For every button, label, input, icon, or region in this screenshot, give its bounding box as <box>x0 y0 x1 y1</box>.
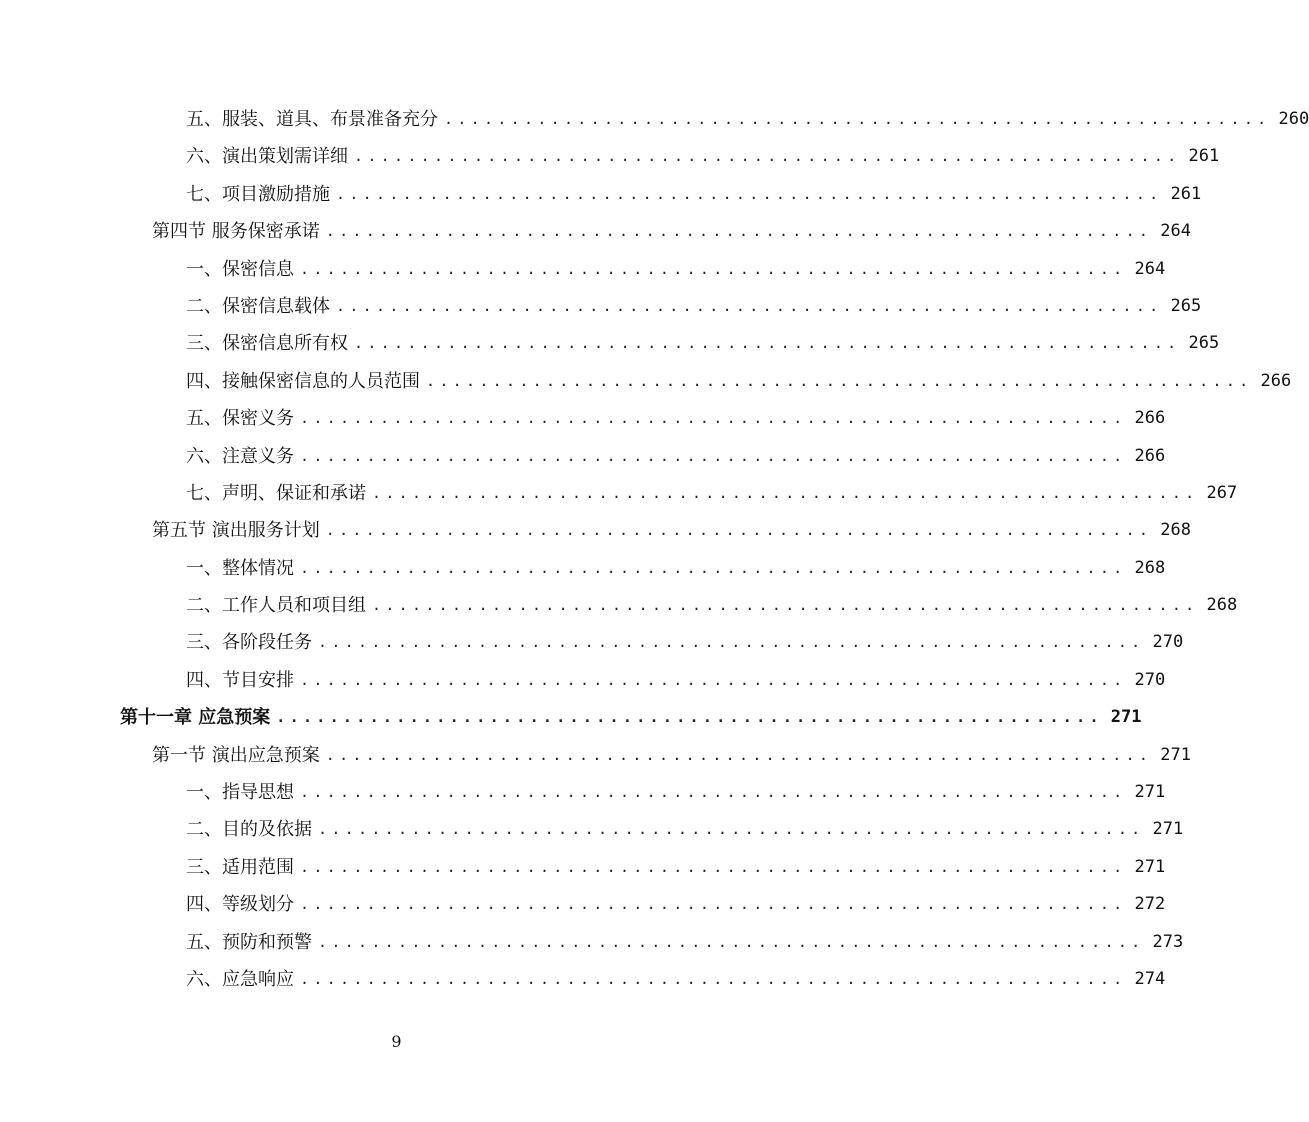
toc-entry-title: 二、工作人员和项目组 <box>186 587 372 624</box>
toc-entry-page: 266 <box>1134 408 1166 429</box>
toc-entry-title: 六、应急响应 <box>186 961 300 998</box>
toc-entry-title: 四、接触保密信息的人员范围 <box>186 363 426 400</box>
toc-leader-dots: .............................................................. <box>426 371 1253 390</box>
toc-entry-title: 一、指导思想 <box>186 774 300 811</box>
toc-entry-title: 三、保密信息所有权 <box>186 325 354 362</box>
toc-entry-page: 266 <box>1134 445 1166 466</box>
toc-entry-title: 第十一章 应急预案 <box>120 699 276 736</box>
toc-leader-dots: .............................................................. <box>300 895 1127 914</box>
page-number: 9 <box>391 1032 402 1051</box>
toc-leader-dots: .............................................................. <box>300 259 1127 278</box>
toc-entry-page: 260 <box>1278 109 1309 129</box>
toc-section-entry[interactable] <box>0 737 1191 774</box>
table-of-contents <box>0 101 1309 998</box>
toc-entry[interactable] <box>0 662 1166 699</box>
toc-entry-page: 261 <box>1188 146 1220 167</box>
toc-leader-dots: .............................................................. <box>325 222 1153 241</box>
toc-entry-page: 271 <box>1134 782 1166 803</box>
toc-leader-dots: .............................................................. <box>318 932 1145 951</box>
toc-entry-page: 268 <box>1160 520 1191 541</box>
toc-entry[interactable] <box>0 550 1166 587</box>
toc-entry[interactable] <box>0 475 1238 512</box>
toc-entry-title: 二、目的及依据 <box>186 811 318 848</box>
toc-entry[interactable] <box>0 138 1220 175</box>
toc-leader-dots: .............................................................. <box>354 334 1181 353</box>
toc-entry-title: 三、各阶段任务 <box>186 624 318 661</box>
toc-entry-page: 271 <box>1160 744 1191 765</box>
toc-entry[interactable] <box>0 176 1202 213</box>
toc-entry[interactable] <box>0 400 1166 437</box>
toc-entry-title: 一、保密信息 <box>186 251 300 288</box>
toc-entry-title: 六、注意义务 <box>186 438 300 475</box>
toc-entry-title: 五、保密义务 <box>186 400 300 437</box>
toc-leader-dots: .............................................................. <box>444 110 1271 128</box>
toc-entry-title: 六、演出策划需详细 <box>186 138 354 175</box>
toc-entry-title: 四、等级划分 <box>186 886 300 923</box>
toc-entry-title: 一、整体情况 <box>186 550 300 587</box>
toc-entry-title: 第五节 演出服务计划 <box>152 512 326 549</box>
toc-entry-page: 271 <box>1134 856 1166 877</box>
toc-entry[interactable] <box>0 251 1166 288</box>
toc-entry-page: 274 <box>1134 968 1166 989</box>
toc-leader-dots: .............................................................. <box>372 483 1199 502</box>
toc-entry-page: 271 <box>1152 819 1184 840</box>
toc-entry[interactable] <box>0 438 1166 475</box>
toc-leader-dots: .............................................................. <box>300 783 1127 802</box>
toc-entry-title: 第四节 服务保密承诺 <box>152 213 326 250</box>
toc-leader-dots: .............................................................. <box>300 857 1127 876</box>
toc-leader-dots: .............................................................. <box>300 969 1127 988</box>
toc-section-entry[interactable] <box>0 512 1191 549</box>
toc-entry-title: 第一节 演出应急预案 <box>152 737 326 774</box>
toc-entry-title: 五、服装、道具、布景准备充分 <box>186 101 444 138</box>
toc-entry[interactable] <box>0 924 1184 961</box>
toc-leader-dots: .............................................................. <box>336 184 1163 203</box>
toc-leader-dots: .............................................................. <box>325 745 1153 764</box>
toc-leader-dots: .............................................................. <box>300 446 1127 465</box>
toc-entry[interactable] <box>0 774 1166 811</box>
toc-entry-title: 二、保密信息载体 <box>186 288 336 325</box>
toc-entry[interactable] <box>0 624 1184 661</box>
toc-entry[interactable] <box>0 811 1184 848</box>
toc-entry[interactable] <box>0 587 1238 624</box>
toc-entry-page: 268 <box>1206 595 1238 616</box>
toc-entry[interactable] <box>0 886 1166 923</box>
toc-leader-dots: .............................................................. <box>318 820 1145 839</box>
toc-entry[interactable] <box>0 325 1220 362</box>
toc-entry-page: 265 <box>1170 295 1202 316</box>
toc-entry-title: 五、预防和预警 <box>186 924 318 961</box>
toc-leader-dots: .............................................................. <box>300 409 1127 428</box>
toc-entry-title: 七、声明、保证和承诺 <box>186 475 372 512</box>
toc-leader-dots: .............................................................. <box>336 296 1163 315</box>
toc-entry-page: 265 <box>1188 333 1220 354</box>
toc-leader-dots: .............................................................. <box>300 670 1127 689</box>
toc-entry-title: 三、适用范围 <box>186 849 300 886</box>
toc-entry-title: 七、项目激励措施 <box>186 176 336 213</box>
toc-section-entry[interactable] <box>0 213 1191 250</box>
toc-entry-page: 273 <box>1152 931 1184 952</box>
toc-leader-dots: .............................................................. <box>318 633 1145 652</box>
toc-entry-page: 267 <box>1206 482 1238 503</box>
toc-leader-dots: .............................................................. <box>276 708 1103 727</box>
toc-entry-page: 261 <box>1170 183 1202 204</box>
toc-entry[interactable] <box>0 363 1292 400</box>
toc-entry-page: 271 <box>1110 707 1142 728</box>
toc-entry[interactable] <box>0 961 1166 998</box>
toc-leader-dots: .............................................................. <box>372 596 1199 615</box>
toc-entry-page: 270 <box>1152 632 1184 653</box>
toc-entry-title: 四、节目安排 <box>186 662 300 699</box>
toc-entry-page: 266 <box>1260 370 1292 391</box>
toc-entry[interactable] <box>0 288 1202 325</box>
toc-entry-page: 272 <box>1134 894 1166 915</box>
toc-leader-dots: .............................................................. <box>325 521 1153 540</box>
toc-entry[interactable] <box>0 849 1166 886</box>
toc-entry-page: 264 <box>1160 221 1191 242</box>
toc-entry[interactable] <box>0 101 1309 138</box>
toc-leader-dots: .............................................................. <box>300 558 1127 577</box>
toc-entry-page: 268 <box>1134 557 1166 578</box>
toc-entry-page: 270 <box>1134 669 1166 690</box>
toc-entry-page: 264 <box>1134 258 1166 279</box>
toc-leader-dots: .............................................................. <box>354 147 1181 166</box>
toc-chapter-entry[interactable] <box>0 699 1142 736</box>
